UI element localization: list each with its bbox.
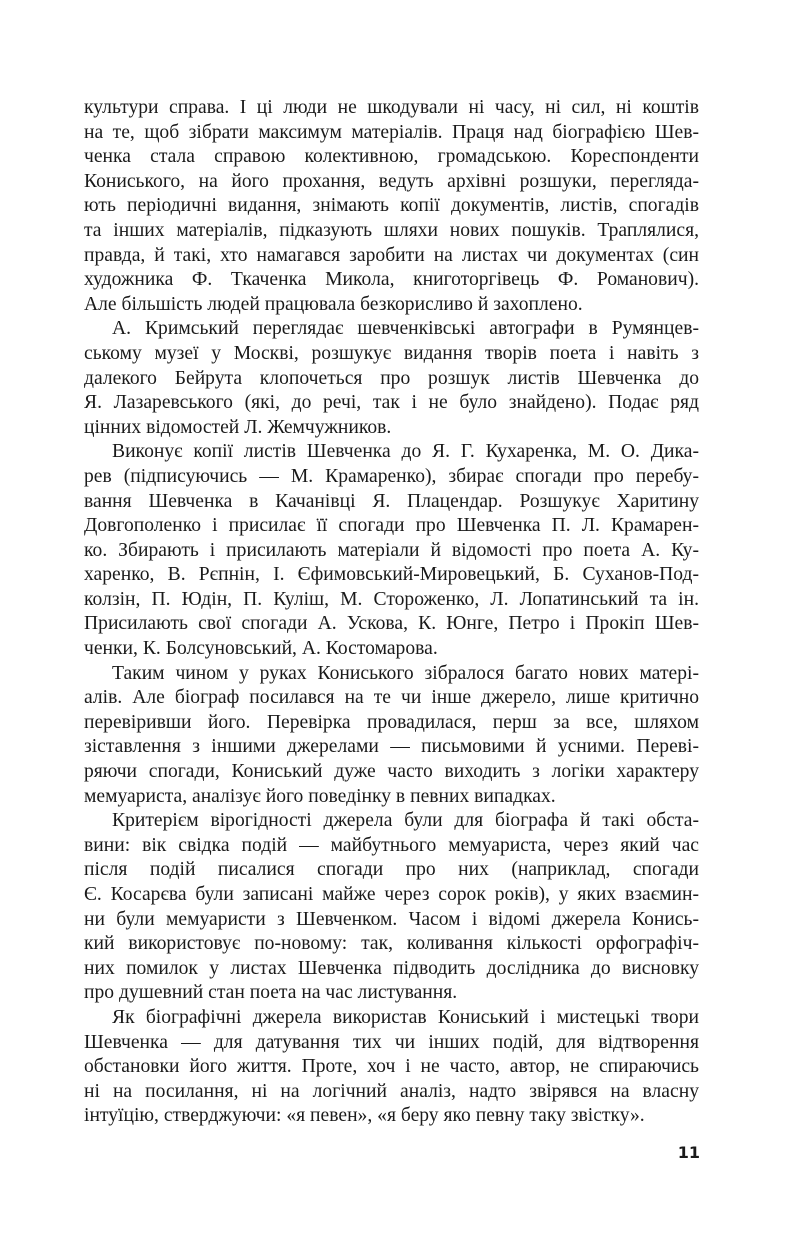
- text-line: А. Кримський переглядає шевченківські автографи в Румянцев-: [112, 318, 699, 340]
- text-line: Є. Косарєва були записані майже через сорок років), у яких взаємин-: [84, 884, 699, 905]
- text-line: правда, й такі, хто намагався заробити на листах чи документах (син: [84, 244, 699, 266]
- text-line: перевіривши його. Перевірка провадилася, перш за все, шляхом: [84, 711, 699, 733]
- page-body: [84, 96, 699, 1129]
- text-line: Критерієм вірогідності джерела були для біографа й такі обста-: [112, 810, 699, 832]
- text-line: ко. Збирають і присилають матеріали й відомості про поета А. Ку-: [84, 539, 699, 561]
- text-line: далекого Бейрута клопочеться про розшук листів Шевченка до: [84, 367, 699, 389]
- paragraph: [84, 317, 699, 440]
- text-line: художника Ф. Ткаченка Микола, книготоргівець Ф. Романович).: [84, 269, 699, 291]
- text-line: Довгополенко і присилає її спогади про Шевченка П. Л. Крамарен-: [84, 515, 699, 537]
- text-line: них помилок у листах Шевченка підводить дослідника до висновку: [84, 957, 699, 979]
- text-line: про душевний стан поета на час листування.: [84, 982, 458, 1004]
- text-line: обстановки його життя. Проте, хоч і не часто, автор, не спираючись: [84, 1056, 699, 1078]
- text-line: ченка стала справою колективною, громадською. Кореспонденти: [84, 146, 699, 168]
- text-line: рев (підписуючись — М. Крамаренко), збирає спогади про перебу-: [84, 465, 699, 487]
- text-line: Я. Лазаревського (які, до речі, так і не було знайдено). Подає ряд: [84, 392, 699, 414]
- text-line: Кониського, на його прохання, ведуть архівні розшуки, переглядa-: [84, 170, 699, 192]
- paragraph: [84, 96, 699, 317]
- text-line: ченки, К. Болсуновський, А. Костомарова.: [84, 638, 438, 660]
- text-line: кий використовує по-новому: так, коливання кількості орфографіч-: [84, 933, 699, 955]
- text-line: мемуариста, аналізує його поведінку в певних випадках.: [84, 785, 556, 807]
- text-line: Але більшість людей працювала безкорисливо й захоплено.: [84, 293, 583, 315]
- text-line: вання Шевченка в Качанівці Я. Плацендар. Розшукує Харитину: [84, 490, 699, 512]
- text-line: інтуїцію, стверджуючи: «я певен», «я беру яко певну таку звістку».: [84, 1105, 645, 1127]
- text-line: колзін, П. Юдін, П. Куліш, М. Стороженко, Л. Лопатинський та ін.: [84, 588, 699, 610]
- paragraph: [84, 440, 699, 661]
- paragraph: [84, 1006, 699, 1129]
- text-line: після подій писалися спогади про них (наприклад, спогади: [84, 859, 699, 881]
- text-line: та інших матеріалів, підказують шляхи нових пошуків. Траплялися,: [84, 219, 699, 241]
- text-line: Як біографічні джерела використав Кониський і мистецькі твори: [112, 1006, 699, 1028]
- text-line: ють періодичні видання, знімають копії документів, листів, спогадів: [84, 195, 699, 217]
- text-line: цінних відомостей Л. Жемчужников.: [84, 416, 392, 438]
- text-line: Шевченка — для датування тих чи інших подій, для відтворення: [84, 1031, 699, 1053]
- text-line: Таким чином у руках Кониського зібралося багато нових матері-: [112, 662, 699, 684]
- text-line: ни були мемуаристи з Шевченком. Часом і відомі джерела Конись-: [84, 908, 699, 930]
- page-number: 11: [677, 1143, 700, 1162]
- paragraph: [84, 662, 699, 810]
- text-line: на те, щоб зібрати максимум матеріалів. Праця над біографією Шев-: [84, 121, 699, 143]
- text-line: ряючи спогади, Кониський дуже часто виходить з логіки характеру: [84, 761, 699, 783]
- text-line: культури справа. І ці люди не шкодували ні часу, ні сил, ні коштів: [84, 97, 699, 118]
- text-line: Присилають свої спогади А. Ускова, К. Юнге, Петро і Прокіп Шев-: [84, 613, 699, 635]
- text-line: ському музеї у Москві, розшукує видання творів поета і навіть з: [84, 342, 699, 364]
- text-line: алів. Але біограф посилався на те чи інше джерело, лише критично: [84, 687, 699, 709]
- text-line: зіставлення з іншими джерелами — письмовими й усними. Переві-: [84, 736, 699, 758]
- text-line: Виконує копії листів Шевченка до Я. Г. Кухаренка, М. О. Дика-: [112, 441, 699, 463]
- text-line: вини: вік свідка подій — майбутнього мемуариста, через який час: [84, 834, 699, 856]
- paragraph: [84, 809, 699, 1006]
- text-line: харенко, В. Рєпнін, І. Єфимовський-Мировецький, Б. Суханов-Под-: [84, 564, 699, 586]
- text-line: ні на посилання, ні на логічний аналіз, надто звірявся на власну: [84, 1080, 699, 1102]
